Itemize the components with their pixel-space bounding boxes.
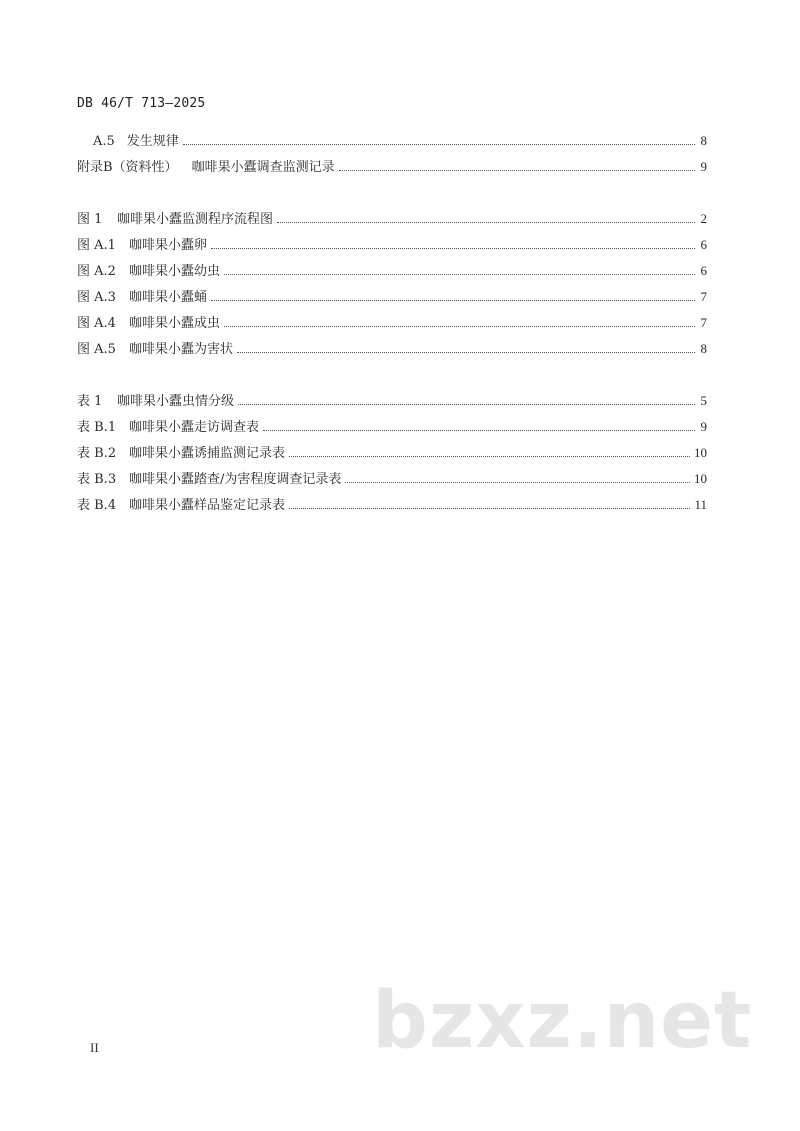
toc-leader-dots xyxy=(183,144,695,145)
toc-entry-label: A.5 xyxy=(93,134,115,149)
toc-entry-label: 图 A.3 xyxy=(77,290,116,305)
toc-entry-page: 7 xyxy=(700,315,707,330)
toc-entry-title: 咖啡果小蠹为害状 xyxy=(129,342,234,357)
toc-figure-entry[interactable] xyxy=(77,261,707,281)
toc-table-entry[interactable] xyxy=(77,495,707,515)
toc-entry-label: 图 A.4 xyxy=(77,316,116,331)
toc-entry-title: 咖啡果小蠹虫情分级 xyxy=(117,394,235,409)
toc-entry-label: 表 B.4 xyxy=(77,498,117,513)
toc-entry-page: 5 xyxy=(700,393,707,408)
toc-entry-label: 表 B.1 xyxy=(77,420,117,435)
watermark-text: bzxz.net xyxy=(372,976,753,1066)
toc-entry[interactable] xyxy=(93,131,707,151)
toc-entry-label: 图 A.5 xyxy=(77,342,116,357)
toc-leader-dots xyxy=(224,274,695,275)
toc-entry-label: 图 1 xyxy=(77,212,103,227)
toc-entry-title: 咖啡果小蠹卵 xyxy=(129,238,208,253)
page-number: II xyxy=(90,1040,99,1055)
toc-entry-page: 9 xyxy=(700,419,707,434)
toc-entry-title: 咖啡果小蠹幼虫 xyxy=(129,264,221,279)
toc-figure-entry[interactable] xyxy=(77,287,707,307)
toc-entry-page: 7 xyxy=(700,289,707,304)
toc-leader-dots xyxy=(211,248,695,249)
toc-leader-dots xyxy=(263,430,695,431)
toc-table-entry[interactable] xyxy=(77,443,707,463)
toc-entry[interactable] xyxy=(77,157,707,177)
toc-figure-entry[interactable] xyxy=(77,313,707,333)
toc-leader-dots xyxy=(238,404,695,405)
toc-leader-dots xyxy=(237,352,695,353)
toc-entry-title: 发生规律 xyxy=(126,134,179,149)
toc-entry-title: 咖啡果小蠹调查监测记录 xyxy=(191,160,335,175)
toc-table-entry[interactable] xyxy=(77,391,707,411)
toc-entry-page: 8 xyxy=(700,341,707,356)
toc-entry-title: 咖啡果小蠹走访调查表 xyxy=(129,420,260,435)
toc-figure-entry[interactable] xyxy=(77,339,707,359)
toc-entry-label: 表 B.3 xyxy=(77,472,117,487)
toc-entry-page: 11 xyxy=(694,497,707,512)
toc-figure-entry[interactable] xyxy=(77,235,707,255)
toc-entry-label: 图 A.1 xyxy=(77,238,116,253)
toc-entry-page: 6 xyxy=(700,237,707,252)
toc-table-entry[interactable] xyxy=(77,469,707,489)
toc-leader-dots xyxy=(339,170,695,171)
toc-leader-dots xyxy=(224,326,695,327)
toc-leader-dots xyxy=(289,456,690,457)
toc-entry-page: 10 xyxy=(694,445,707,460)
toc-entry-page: 9 xyxy=(700,159,707,174)
toc-entry-title: 咖啡果小蠹蛹 xyxy=(129,290,208,305)
document-header-id: DB 46/T 713—2025 xyxy=(77,96,206,111)
toc-table-entry[interactable] xyxy=(77,417,707,437)
toc-leader-dots xyxy=(345,482,690,483)
toc-entry-label: 表 B.2 xyxy=(77,446,117,461)
toc-entry-label: 表 1 xyxy=(77,394,103,409)
toc-entry-label: 附录B（资料性） xyxy=(77,160,178,175)
toc-leader-dots xyxy=(277,222,695,223)
toc-entry-title: 咖啡果小蠹诱捕监测记录表 xyxy=(129,446,286,461)
toc-entry-page: 10 xyxy=(694,471,707,486)
toc-figure-entry[interactable] xyxy=(77,209,707,229)
toc-entry-page: 6 xyxy=(700,263,707,278)
toc-entry-title: 咖啡果小蠹踏查/为害程度调查记录表 xyxy=(129,472,342,487)
toc-leader-dots xyxy=(289,508,690,509)
toc-entry-page: 8 xyxy=(700,133,707,148)
toc-leader-dots xyxy=(211,300,695,301)
toc-entry-title: 咖啡果小蠹成虫 xyxy=(129,316,221,331)
toc-entry-page: 2 xyxy=(700,211,707,226)
toc-entry-title: 咖啡果小蠹监测程序流程图 xyxy=(117,212,274,227)
toc-entry-title: 咖啡果小蠹样品鉴定记录表 xyxy=(129,498,286,513)
toc-entry-label: 图 A.2 xyxy=(77,264,116,279)
